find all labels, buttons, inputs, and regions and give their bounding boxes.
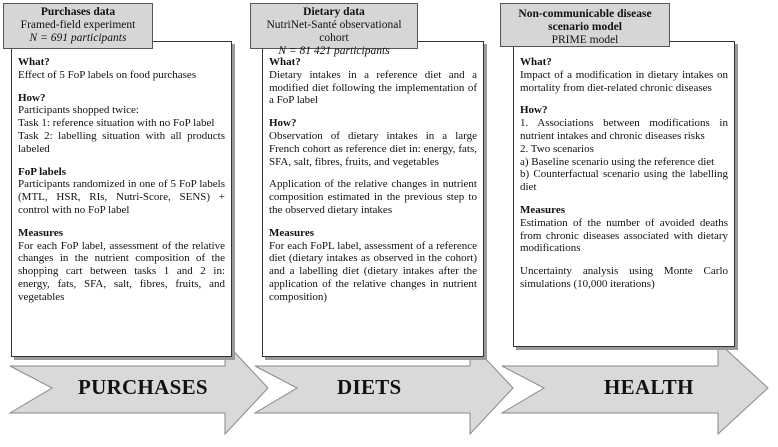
measures-text: For each FoP label, assessment of the relative changes in the nutrient composition of the shopping cart between tasks 1 and 2 in: energy, fats, SFA, salt, fibres, fruits, and vegetables (18, 239, 225, 303)
fop-text: Participants randomized in one of 5 FoP labels (MTL, HSR, RIs, Nutri-Score, SENS) + control with no FoP label (18, 178, 225, 216)
how-line: Observation of dietary intakes in a large French cohort as reference diet in: energy, fats, SFA, salt, fibres, fruits, and vegetables (269, 129, 477, 168)
what-heading: What? (269, 56, 301, 68)
header-count: N = 81 421 participants (278, 45, 390, 57)
measures-text-2: Uncertainty analysis using Monte Carlo simulations (10,000 iterations) (520, 265, 728, 290)
fop-heading: FoP labels (18, 165, 66, 178)
header-title: Dietary data (303, 6, 365, 18)
panel-health (513, 41, 735, 347)
how-line: Task 1: reference situation with no FoP label (18, 117, 215, 130)
how-line: Participants shopped twice: (18, 104, 139, 117)
header-subtitle: NutriNet-Santé observational cohort (266, 19, 402, 44)
measures-text: For each FoPL label, assessment of a reference diet (dietary intakes as observed in the cohort) and a labelling diet (dietary intakes after the application of the relative changes in nutrient composition) (269, 239, 477, 303)
header-diets (250, 3, 418, 57)
header-title: Non-communicable disease scenario model (518, 8, 652, 33)
measures-heading: Measures (269, 226, 315, 239)
what-text: Impact of a modification in dietary intakes on mortality from diet-related chronic diseases (520, 68, 728, 94)
how-line: a) Baseline scenario using the reference diet (520, 155, 715, 168)
header-purchases (3, 3, 153, 49)
header-subtitle: PRIME model (551, 34, 619, 46)
how-line: 2. Two scenarios (520, 142, 594, 155)
how-line: 1. Associations between modifications in nutrient intakes and chronic diseases risks (520, 117, 728, 142)
what-text: Dietary intakes in a reference diet and a modified diet following the implementation of a FoP label (269, 68, 477, 107)
measures-text: Estimation of the number of avoided deaths from chronic diseases associated with dietary modifications (520, 216, 728, 255)
header-health (500, 3, 670, 47)
how-line: b) Counterfactual scenario using the labelling diet (520, 168, 728, 194)
how-heading: How? (269, 117, 297, 130)
measures-heading: Measures (520, 203, 566, 216)
measures-heading: Measures (18, 226, 64, 239)
panel-diets (262, 41, 484, 357)
how-text-2: Application of the relative changes in nutrient composition estimated in the previous step to the observed dietary intakes (269, 178, 477, 216)
panel-purchases (11, 41, 232, 357)
header-title: Purchases data (40, 6, 116, 18)
arrow-label-diets: DIETS (337, 375, 402, 399)
what-text: Effect of 5 FoP labels on food purchases (18, 68, 197, 81)
arrow-label-health: HEALTH (604, 375, 694, 399)
how-heading: How? (520, 104, 548, 117)
what-heading: What? (520, 56, 552, 68)
arrow-label-purchases: PURCHASES (78, 375, 208, 399)
header-count: N = 691 participants (29, 32, 127, 44)
what-heading: What? (18, 56, 50, 68)
header-subtitle: Framed-field experiment (20, 19, 136, 31)
how-line: Task 2: labelling situation with all products labeled (18, 129, 225, 155)
how-heading: How? (18, 91, 46, 104)
